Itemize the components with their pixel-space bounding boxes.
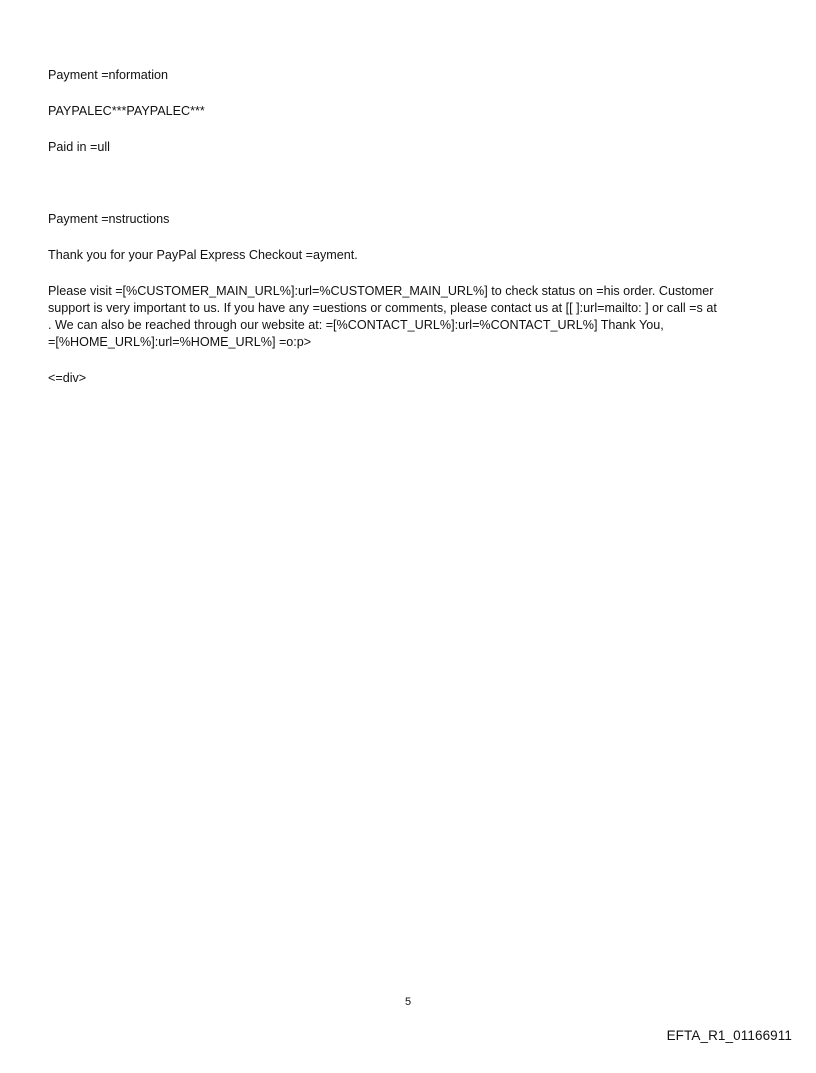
payment-information-heading	[48, 67, 770, 84]
customer-support-paragraph	[48, 283, 770, 351]
text-line: <=div>	[48, 371, 87, 385]
document-id-stamp: EFTA_R1_01166911	[666, 1028, 792, 1043]
document-body	[48, 67, 770, 387]
page-number: 5	[404, 996, 412, 1008]
text-line: Payment =nstructions	[48, 212, 170, 226]
payment-status	[48, 139, 770, 156]
text-line: =[%HOME_URL%]:url=%HOME_URL%] =o:p>	[48, 335, 312, 349]
text-line: support is very important to us. If you have any =uestions or comments, please contact us at [[ ]:url=mailto: ] or call =s at	[48, 301, 717, 315]
text-line: Please visit =[%CUSTOMER_MAIN_URL%]:url=%CUSTOMER_MAIN_URL%] to check status on =his order. Customer	[48, 284, 714, 298]
text-line: Payment =nformation	[48, 68, 169, 82]
text-line: Paid in =ull	[48, 140, 110, 154]
thank-you-message	[48, 247, 770, 264]
payment-instructions-heading	[48, 211, 770, 228]
payment-method-code	[48, 103, 770, 120]
text-line: Thank you for your PayPal Express Checkout =ayment.	[48, 248, 358, 262]
text-line: PAYPALEC***PAYPALEC***	[48, 104, 205, 118]
text-line: . We can also be reached through our website at: =[%CONTACT_URL%]:url=%CONTACT_URL%] Thank You,	[48, 318, 664, 332]
closing-div-tag	[48, 370, 770, 387]
